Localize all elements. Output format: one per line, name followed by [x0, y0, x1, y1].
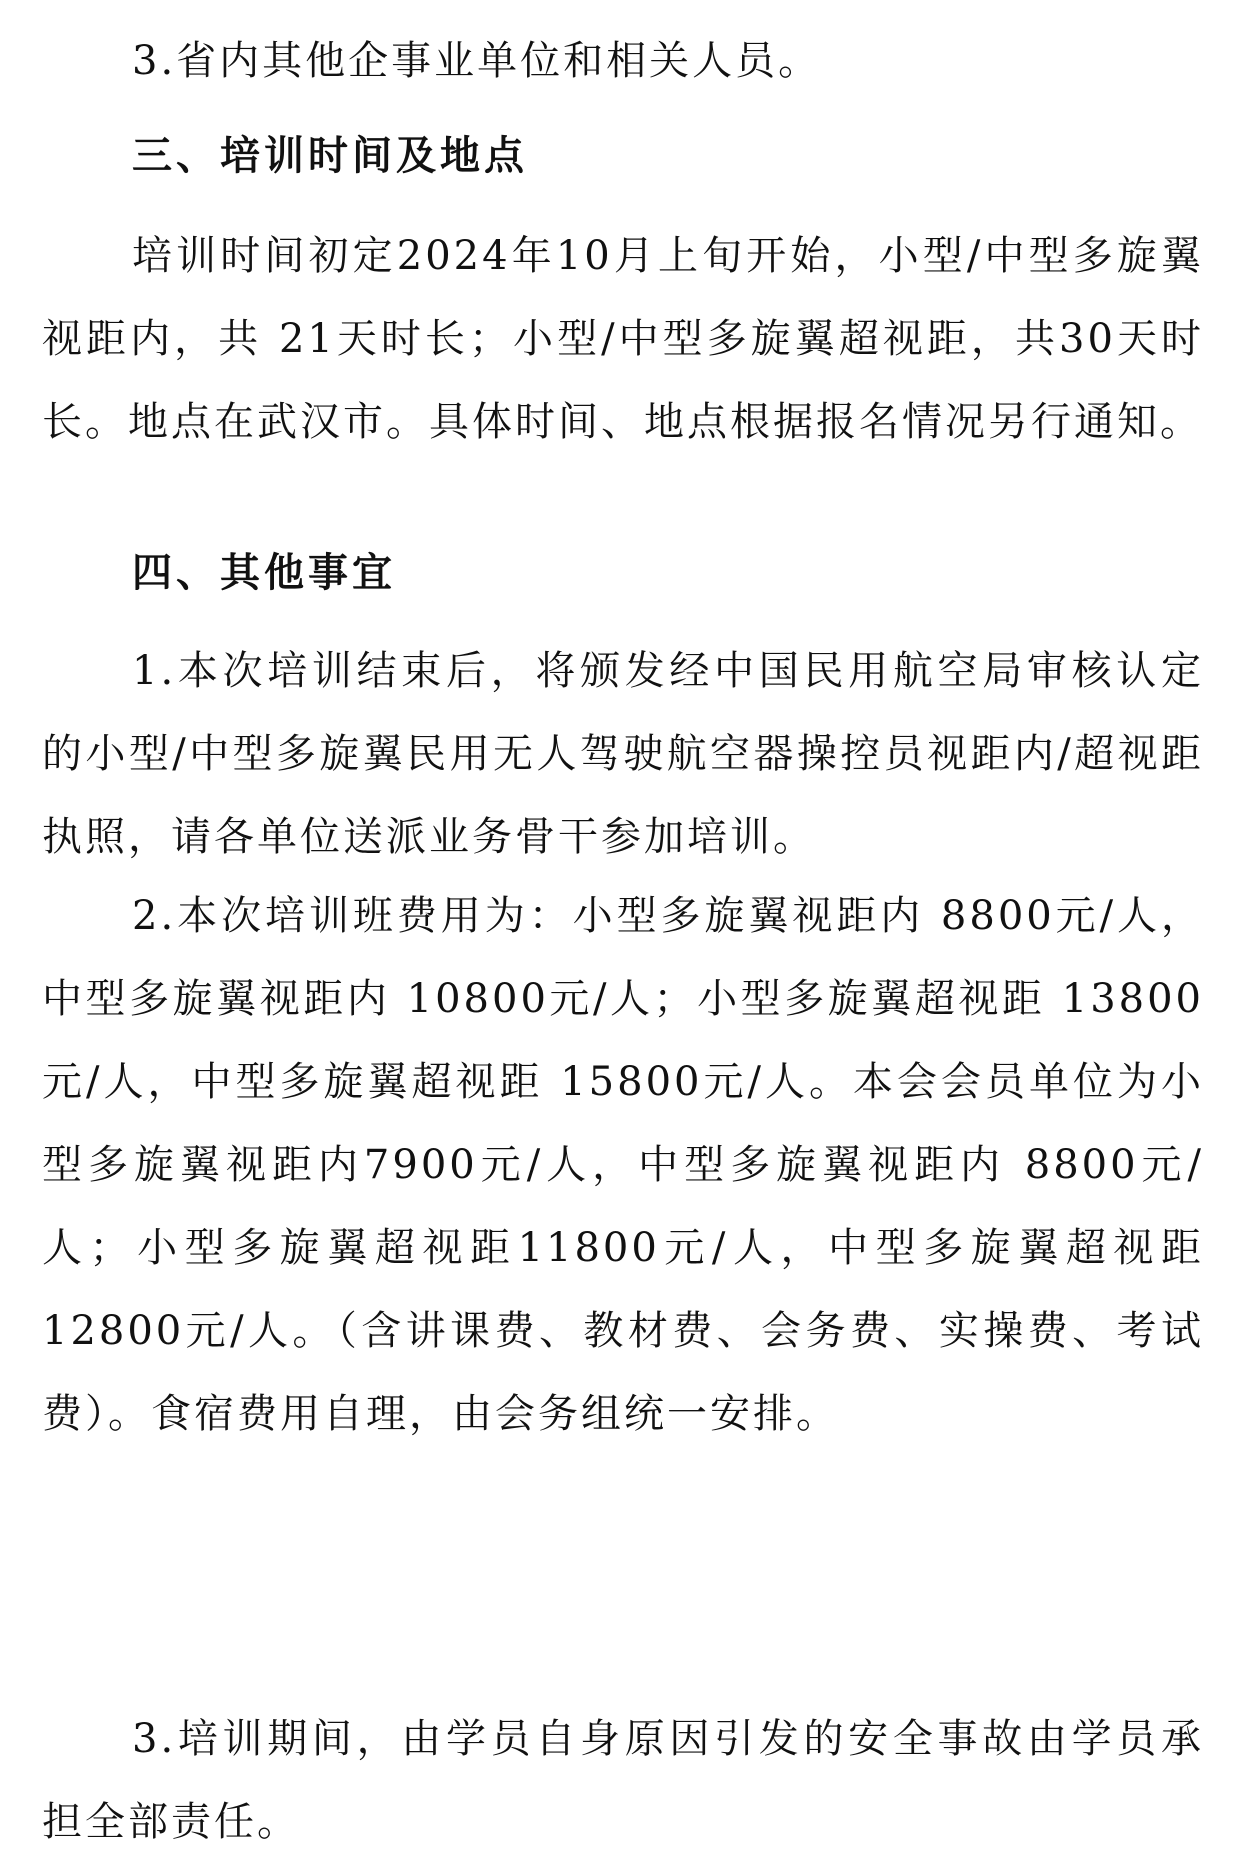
- list-item-fees: 2.本次培训班费用为：小型多旋翼视距内 8800元/人，中型多旋翼视距内 10800元/人；小型多旋翼超视距 13800元/人，中型多旋翼超视距 15800元/人。本会会员单位为小型多旋翼视距内7900元/人，中型多旋翼视距内 8800元/人；小型多旋翼超视距11800元/人，中型多旋翼超视距12800元/人。（含讲课费、教材费、会务费、实操费、考试费）。食宿费用自理，由会务组统一安排。: [42, 893, 1204, 1437]
- section-heading-other-matters: 四、其他事宜: [132, 550, 396, 596]
- list-item-certificate: 1.本次培训结束后，将颁发经中国民用航空局审核认定的小型/中型多旋翼民用无人驾驶航空器操控员视距内/超视距执照，请各单位送派业务骨干参加培训。: [42, 648, 1204, 860]
- list-item-participants-3: 3.省内其他企事业单位和相关人员。: [132, 38, 822, 84]
- section-heading-time-location: 三、培训时间及地点: [132, 133, 528, 179]
- list-item-safety: 3.培训期间，由学员自身原因引发的安全事故由学员承担全部责任。: [42, 1716, 1204, 1845]
- paragraph-time-location: 培训时间初定2024年10月上旬开始，小型/中型多旋翼视距内，共 21天时长；小型/中型多旋翼超视距，共30天时长。地点在武汉市。具体时间、地点根据报名情况另行通知。: [42, 233, 1204, 445]
- document-page: [42, 0, 1204, 1851]
